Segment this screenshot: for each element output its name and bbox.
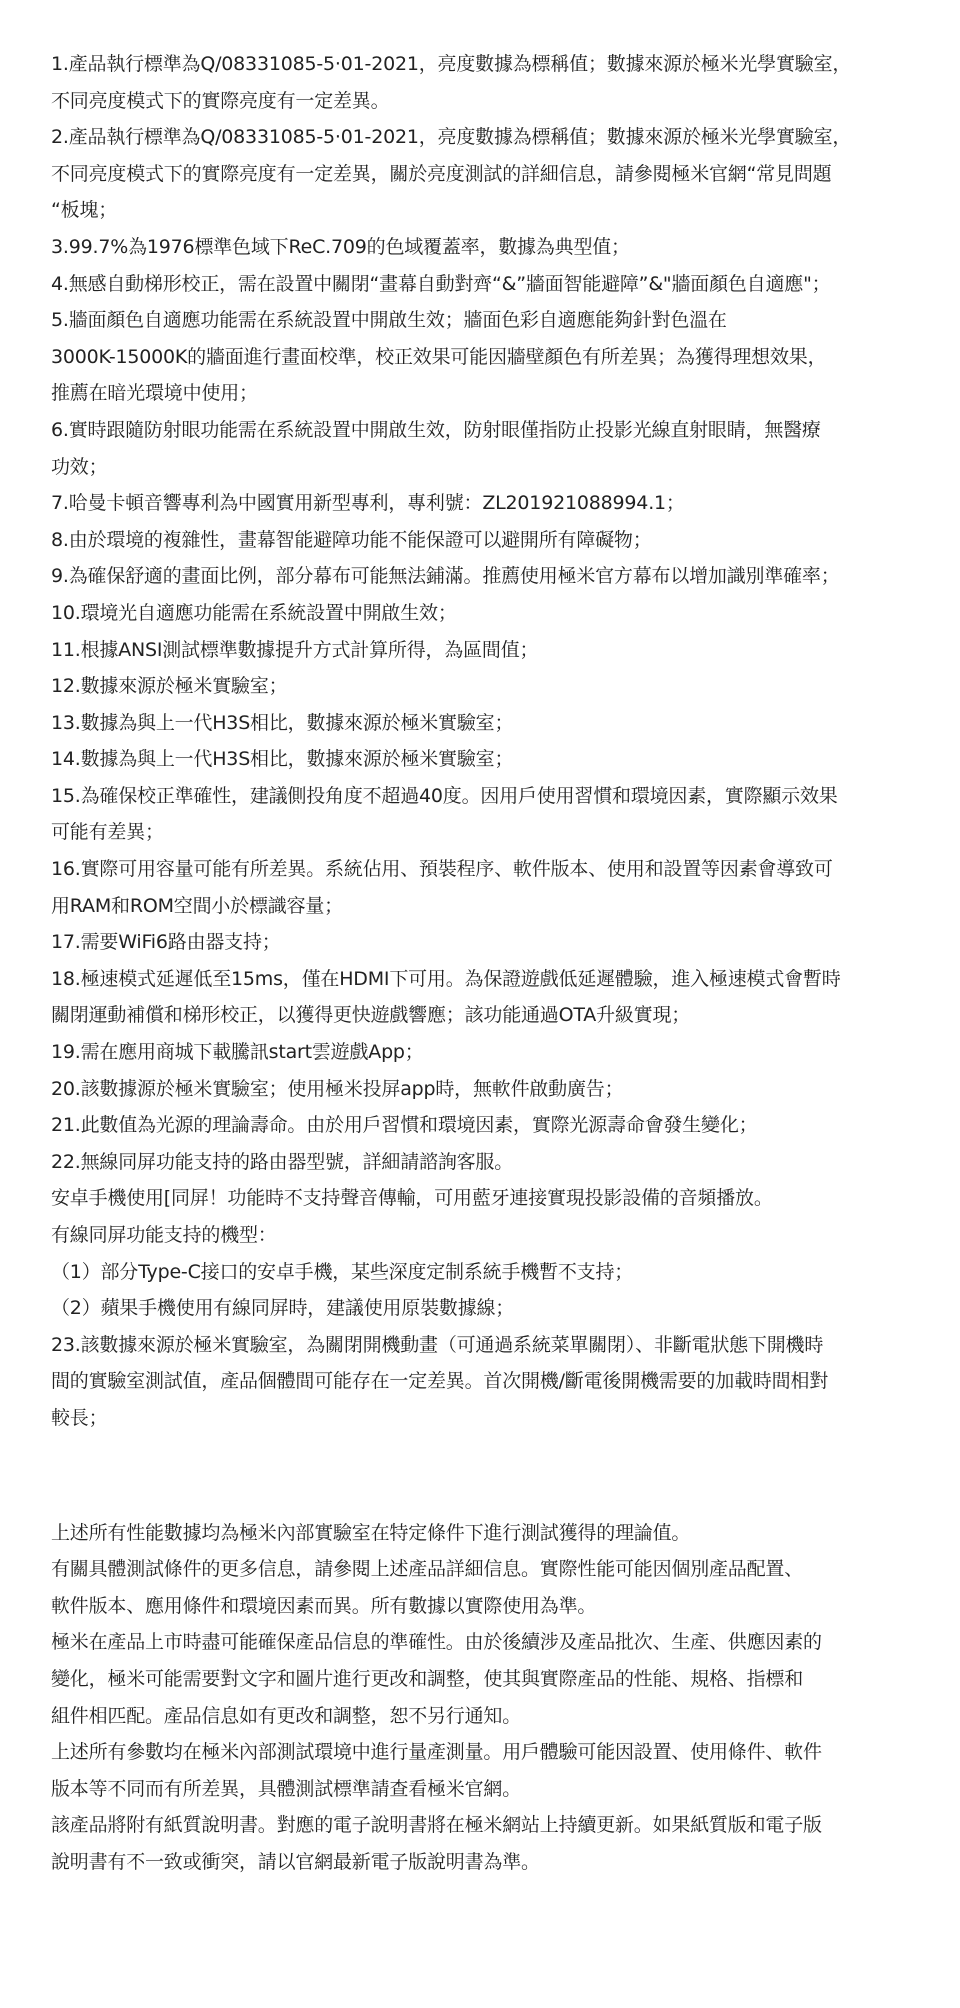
footnote-line: 用RAM和ROM空間小於標識容量； [51, 894, 343, 917]
disclaimer-line: 版本等不同而有所差異，具體測試標準請查看極米官網。 [51, 1777, 522, 1800]
footnote-line: 間的實驗室測試值，產品個體間可能存在一定差異。首次開機/斷電後開機需要的加載時間相對 [51, 1370, 829, 1393]
disclaimer-line: 變化，極米可能需要對文字和圖片進行更改和調整，使其與實際產品的性能、規格、指標和 [51, 1667, 804, 1690]
footnote-line: 有線同屏功能支持的機型： [51, 1224, 277, 1246]
footnote-line: 12.數據來源於極米實驗室； [51, 675, 288, 698]
footnote-line: 15.為確保校正準確性，建議側投角度不超過40度。因用戶使用習慣和環境因素，實際顯示效果 [51, 784, 838, 807]
footnote-line: 5.牆面顏色自適應功能需在系統設置中開啟生效；牆面色彩自適應能夠針對色溫在 [51, 309, 727, 332]
disclaimer-line: 軟件版本、應用條件和環境因素而異。所有數據以實際使用為準。 [51, 1594, 597, 1617]
footnote-line: 功效； [51, 455, 108, 478]
footnote-line: 3000K-15000K的牆面進行畫面校準，校正效果可能因牆壁顏色有所差異；為獲得理想效果， [51, 345, 827, 368]
footnote-line: 較長； [51, 1406, 108, 1429]
disclaimer-line: 組件相匹配。產品信息如有更改和調整，恕不另行通知。 [51, 1704, 522, 1727]
disclaimer-line: 說明書有不一致或衝突，請以官網最新電子版說明書為準。 [51, 1850, 540, 1873]
footnote-line: 21.此數值為光源的理論壽命。由於用戶習慣和環境因素，實際光源壽命會發生變化； [51, 1114, 758, 1137]
disclaimer-line: 上述所有性能數據均為極米內部實驗室在特定條件下進行測試獲得的理論值。 [51, 1521, 691, 1544]
disclaimer-line: 上述所有參數均在極米內部測試環境中進行量產測量。用戶體驗可能因設置、使用條件、軟件 [51, 1741, 822, 1764]
footnote-line: 14.數據為與上一代H3S相比，數據來源於極米實驗室； [51, 748, 514, 771]
footnote-line: 18.極速模式延遲低至15ms，僅在HDMI下可用。為保證遊戲低延遲體驗，進入極速模式會暫時 [51, 967, 841, 990]
footnote-line: 4.無感自動梯形校正，需在設置中關閉“畫幕自動對齊“&”牆面智能避障”&"牆面顏色自適應"； [51, 272, 831, 295]
footnote-line: （1）部分Type-C接口的安卓手機，某些深度定制系統手機暫不支持； [51, 1260, 634, 1283]
disclaimer-line: 有關具體測試條件的更多信息，請參閱上述產品詳細信息。實際性能可能因個別產品配置、 [51, 1558, 804, 1581]
footnote-line: 23.該數據來源於極米實驗室，為關閉開機動畫（可通過系統菜單關閉）、非斷電狀態下開機時 [51, 1333, 824, 1356]
footnote-line: 不同亮度模式下的實際亮度有一定差異，關於亮度測試的詳細信息，請參閱極米官網“常見問題 [51, 162, 832, 185]
footnote-line: 6.實時跟隨防射眼功能需在系統設置中開啟生效，防射眼僅指防止投影光線直射眼睛，無醫療 [51, 418, 821, 441]
footnote-line: 3.99.7%為1976標準色域下ReC.709的色域覆蓋率，數據為典型值； [51, 235, 630, 258]
footnote-line: （2）蘋果手機使用有線同屏時，建議使用原裝數據線； [51, 1297, 515, 1320]
disclaimer-block [51, 1515, 920, 1881]
footnote-line: 不同亮度模式下的實際亮度有一定差異。 [51, 89, 390, 112]
footnote-line: 推薦在暗光環境中使用； [51, 382, 258, 405]
footnote-line: 22.無線同屏功能支持的路由器型號，詳細請諮詢客服。 [51, 1150, 514, 1173]
footnote-line: 7.哈曼卡頓音響專利為中國實用新型專利，專利號：ZL201921088994.1； [51, 492, 685, 515]
footnote-line: 1.產品執行標準為Q/08331085-5·01-2021，亮度數據為標稱值；數據來源於極米光學實驗室， [51, 53, 852, 75]
footnote-line: 17.需要WiFi6路由器支持； [51, 931, 281, 954]
footnote-line: 安卓手機使用[同屏！功能時不支持聲音傳輸，可用藍牙連接實現投影設備的音頻播放。 [51, 1187, 773, 1210]
disclaimer-line: 該產品將附有紙質說明書。對應的電子說明書將在極米網站上持續更新。如果紙質版和電子版 [51, 1814, 822, 1837]
footnote-line: 8.由於環境的複雜性，畫幕智能避障功能不能保證可以避開所有障礙物； [51, 528, 652, 551]
footnote-line: 19.需在應用商城下載騰訊start雲遊戲App； [51, 1041, 424, 1064]
footnote-line: 20.該數據源於極米實驗室；使用極米投屏app時，無軟件啟動廣告； [51, 1077, 624, 1100]
footnote-line: 11.根據ANSI測試標準數據提升方式計算所得，為區間值； [51, 638, 539, 661]
footnote-line: “板塊； [51, 199, 118, 222]
footnote-line: 關閉運動補償和梯形校正，以獲得更快遊戲響應；該功能通過OTA升級實現； [51, 1004, 691, 1027]
footnote-line: 可能有差異； [51, 821, 164, 844]
footnotes-list [51, 46, 920, 1437]
footnote-line: 10.環境光自適應功能需在系統設置中開啟生效； [51, 601, 457, 624]
footnote-line: 9.為確保舒適的畫面比例，部分幕布可能無法鋪滿。推薦使用極米官方幕布以增加識別準確率； [51, 565, 840, 588]
footnote-line: 13.數據為與上一代H3S相比，數據來源於極米實驗室； [51, 711, 514, 734]
disclaimer-line: 極米在產品上市時盡可能確保產品信息的準確性。由於後續涉及產品批次、生產、供應因素的 [51, 1631, 822, 1654]
footnote-line: 16.實際可用容量可能有所差異。系統佔用、預裝程序、軟件版本、使用和設置等因素會導致可 [51, 858, 833, 881]
footnote-line: 2.產品執行標準為Q/08331085-5·01-2021，亮度數據為標稱值；數據來源於極米光學實驗室， [51, 126, 852, 149]
section-gap [51, 1437, 920, 1515]
